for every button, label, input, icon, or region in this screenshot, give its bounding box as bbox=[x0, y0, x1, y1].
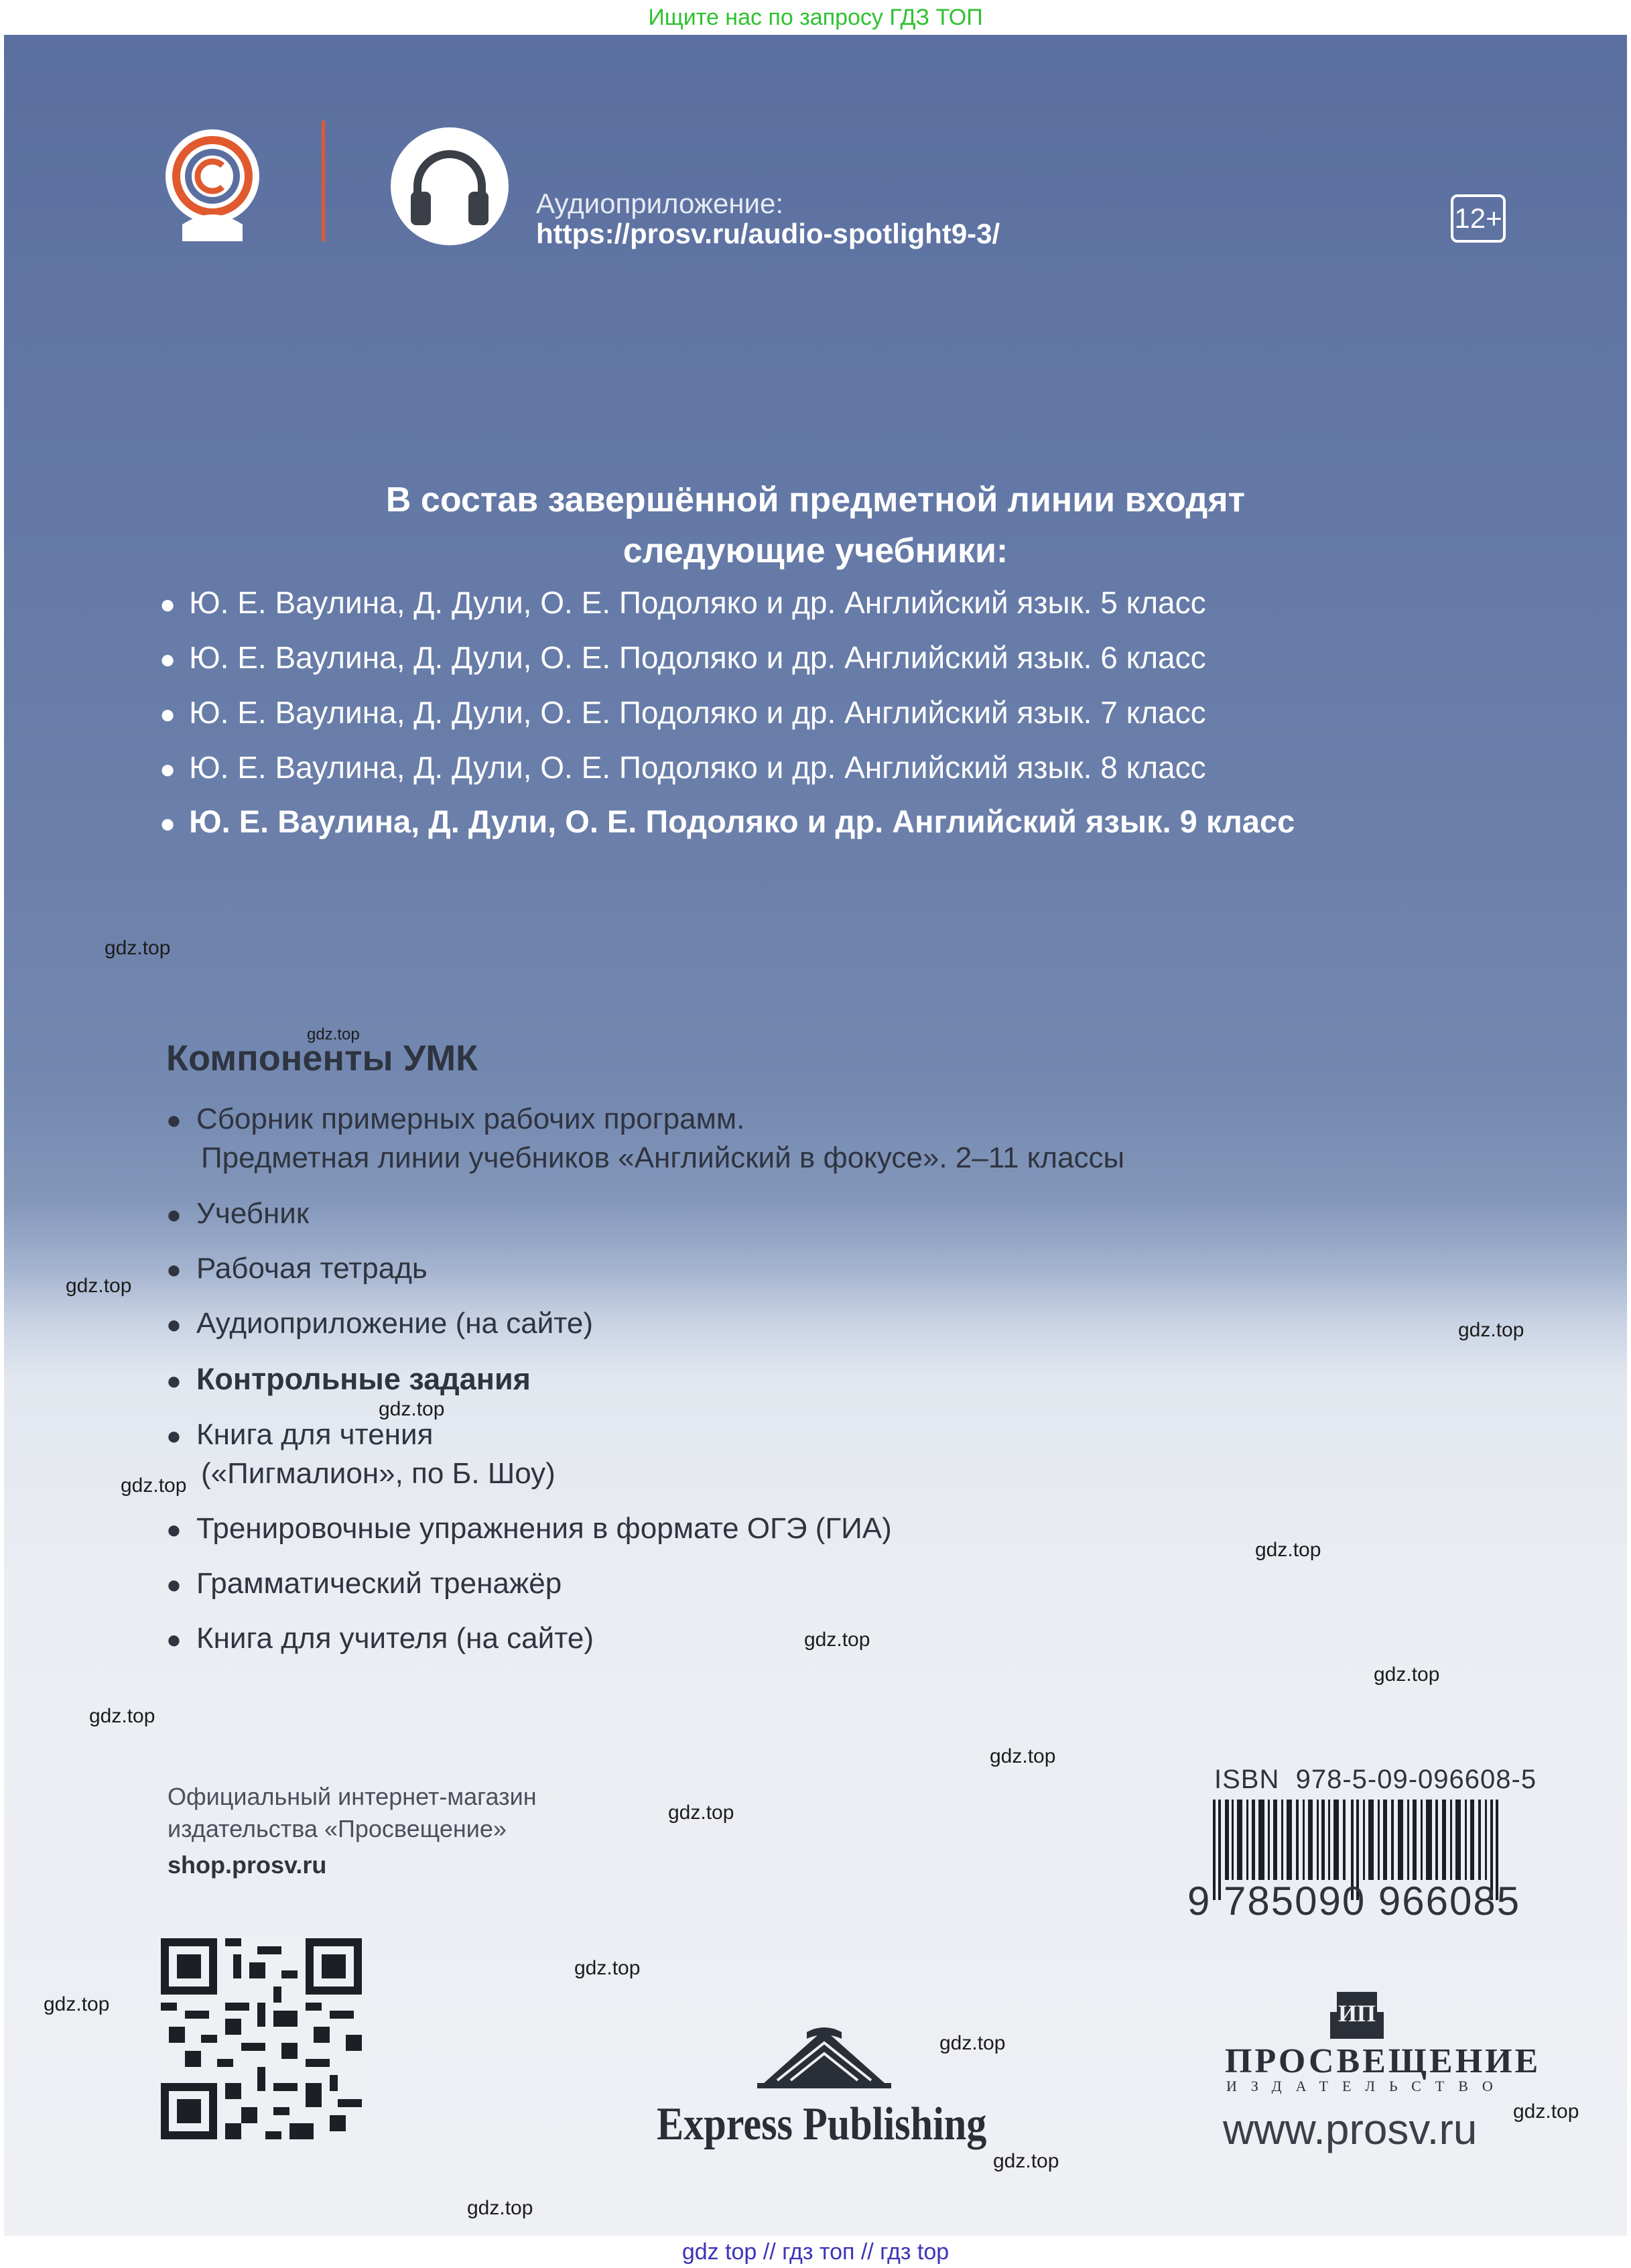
bullet-icon: ● bbox=[159, 700, 176, 729]
bullet-icon: ● bbox=[166, 1571, 182, 1599]
watermark: gdz.top bbox=[44, 1993, 110, 2015]
bullet-icon: ● bbox=[166, 1626, 182, 1654]
series-book-item: ● Ю. Е. Ваулина, Д. Дули, О. Е. Подоляко и др. Английский язык. 7 класс bbox=[159, 695, 1206, 730]
bullet-icon: ● bbox=[166, 1201, 182, 1229]
prosveshchenie-url[interactable]: www.prosv.ru bbox=[1223, 2105, 1478, 2153]
watermark: gdz.top bbox=[379, 1398, 445, 1420]
bullet-icon: ● bbox=[166, 1107, 182, 1135]
umk-item: ● Аудиоприложение (на сайте) bbox=[166, 1307, 594, 1340]
watermark: gdz.top bbox=[990, 1745, 1056, 1767]
umk-item: ● Грамматический тренажёр bbox=[166, 1567, 562, 1600]
qr-code-icon[interactable] bbox=[161, 1938, 362, 2139]
prosveshchenie-subtitle: ИЗДАТЕЛЬСТВО bbox=[1226, 2078, 1507, 2094]
umk-item-continuation: Предметная линии учебников «Английский в фокусе». 2–11 классы bbox=[201, 1141, 1125, 1174]
bullet-icon: ● bbox=[166, 1311, 182, 1339]
umk-item-highlighted: ● Контрольные задания bbox=[166, 1362, 531, 1396]
bullet-icon: ● bbox=[166, 1516, 182, 1544]
umk-item: ● Сборник примерных рабочих программ. bbox=[166, 1102, 745, 1135]
svg-text:ИП: ИП bbox=[1338, 2000, 1376, 2027]
prosveshchenie-logo bbox=[1330, 1992, 1384, 2039]
series-title-line1: В состав завершённой предметной линии входят bbox=[385, 481, 1246, 519]
express-publishing-name: Express Publishing bbox=[657, 2098, 987, 2150]
series-book-item: ● Ю. Е. Ваулина, Д. Дули, О. Е. Подоляко и др. Английский язык. 6 класс bbox=[159, 640, 1206, 675]
watermark: gdz.top bbox=[1513, 2100, 1579, 2123]
logo-divider bbox=[322, 121, 325, 241]
watermark: gdz.top bbox=[121, 1474, 187, 1497]
headphones-icon bbox=[391, 127, 509, 245]
watermark: gdz.top bbox=[804, 1629, 870, 1651]
bullet-icon: ● bbox=[166, 1422, 182, 1450]
bullet-icon: ● bbox=[159, 809, 176, 838]
watermark: gdz.top bbox=[1458, 1319, 1524, 1341]
headphones-badge bbox=[391, 127, 509, 245]
barcode-digits: 9 785090 966085 bbox=[1187, 1879, 1521, 1924]
watermark: gdz.top bbox=[66, 1275, 132, 1297]
watermark: gdz.top bbox=[939, 2032, 1006, 2054]
umk-title: Компоненты УМК bbox=[166, 1038, 478, 1078]
umk-item: ● Учебник bbox=[166, 1197, 310, 1230]
prosveshchenie-name: ПРОСВЕЩЕНИЕ bbox=[1225, 2042, 1541, 2080]
watermark: gdz.top bbox=[105, 937, 171, 959]
shop-url[interactable]: shop.prosv.ru bbox=[168, 1851, 327, 1879]
series-book-item: ● Ю. Е. Ваулина, Д. Дули, О. Е. Подоляко и др. Английский язык. 8 класс bbox=[159, 750, 1206, 785]
bullet-icon: ● bbox=[159, 645, 176, 674]
watermark: gdz.top bbox=[668, 1802, 734, 1824]
watermark: gdz.top bbox=[467, 2197, 533, 2219]
isbn-text: ISBN 978-5-09-096608-5 bbox=[1214, 1765, 1537, 1794]
watermark: gdz.top bbox=[574, 1957, 641, 1979]
shop-text-line2: издательства «Просвещение» bbox=[168, 1815, 507, 1842]
shop-text-line1: Официальный интернет-магазин bbox=[168, 1783, 537, 1810]
series-book-item: ● Ю. Е. Ваулина, Д. Дули, О. Е. Подоляко и др. Английский язык. 5 класс bbox=[159, 585, 1206, 620]
express-publishing-logo bbox=[737, 2016, 911, 2091]
umk-item: ● Тренировочные упражнения в формате ОГЭ (ГИА) bbox=[166, 1512, 892, 1545]
series-title bbox=[0, 475, 1631, 576]
audio-app-url[interactable]: https://prosv.ru/audio-spotlight9-3/ bbox=[536, 218, 1000, 249]
series-title-line2: следующие учебники: bbox=[623, 531, 1008, 570]
bullet-icon: ● bbox=[166, 1367, 182, 1395]
audio-app-label: Аудиоприложение: bbox=[536, 188, 784, 219]
umk-item: ● Рабочая тетрадь bbox=[166, 1252, 428, 1285]
watermark: gdz.top bbox=[993, 2150, 1059, 2172]
umk-item-continuation: («Пигмалион», по Б. Шоу) bbox=[201, 1457, 556, 1490]
top-banner[interactable]: Ищите нас по запросу ГДЗ ТОП bbox=[648, 5, 983, 30]
bullet-icon: ● bbox=[166, 1256, 182, 1284]
watermark: gdz.top bbox=[307, 1025, 360, 1044]
publisher-circle-logo bbox=[155, 124, 269, 251]
series-book-item-current: ● Ю. Е. Ваулина, Д. Дули, О. Е. Подоляко и др. Английский язык. 9 класс bbox=[159, 804, 1295, 839]
watermark: gdz.top bbox=[1255, 1539, 1321, 1561]
age-rating-badge: 12+ bbox=[1451, 194, 1506, 243]
bullet-icon: ● bbox=[159, 590, 176, 619]
watermark: gdz.top bbox=[89, 1705, 155, 1727]
bullet-icon: ● bbox=[159, 755, 176, 784]
watermark: gdz.top bbox=[1374, 1663, 1440, 1686]
umk-item: ● Книга для чтения bbox=[166, 1418, 434, 1451]
umk-item: ● Книга для учителя (на сайте) bbox=[166, 1622, 594, 1655]
bottom-banner[interactable]: gdz top // гдз топ // гдз top bbox=[681, 2239, 950, 2265]
